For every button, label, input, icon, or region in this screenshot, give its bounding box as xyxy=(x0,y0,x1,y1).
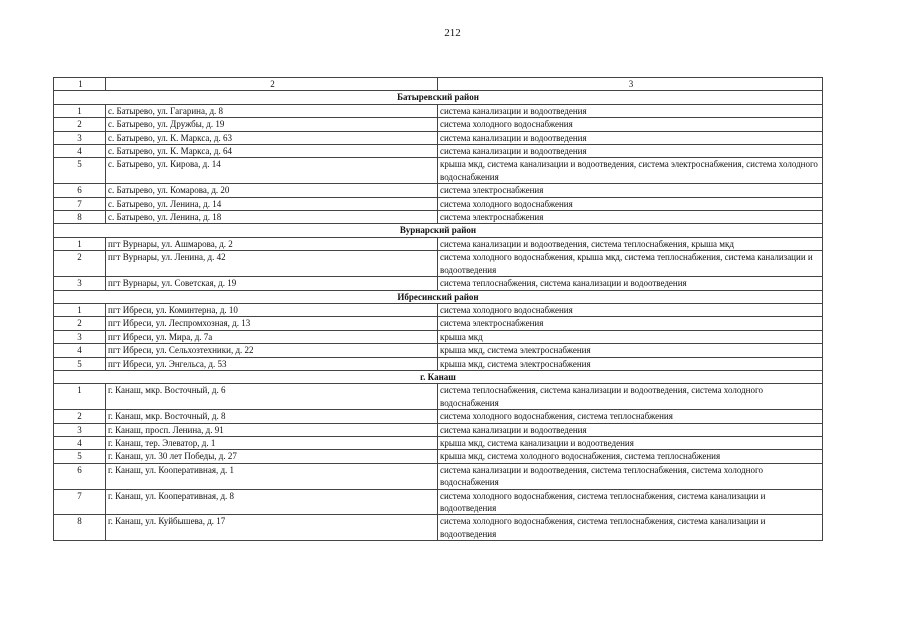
row-systems: система теплоснабжения, система канализации и водоотведения, система холодного водоснабжения xyxy=(438,384,823,410)
row-number: 5 xyxy=(54,158,106,184)
district-name: Вурнарский район xyxy=(54,224,823,237)
district-header-row xyxy=(54,290,823,303)
row-address: г. Канаш, ул. Кооперативная, д. 8 xyxy=(106,489,438,515)
district-name: г. Канаш xyxy=(54,370,823,383)
table-row xyxy=(54,317,823,330)
table-header-row xyxy=(54,78,823,91)
row-number: 6 xyxy=(54,184,106,197)
table-row xyxy=(54,450,823,463)
header-cell-systems: 3 xyxy=(438,78,823,91)
table-row xyxy=(54,384,823,410)
row-systems: система холодного водоснабжения, система теплоснабжения, система канализации и водоотведения xyxy=(438,515,823,541)
row-systems: система канализации и водоотведения, система теплоснабжения, крыша мкд xyxy=(438,237,823,250)
table-row xyxy=(54,131,823,144)
row-number: 2 xyxy=(54,410,106,423)
district-header-row xyxy=(54,91,823,104)
row-address: г. Канаш, тер. Элеватор, д. 1 xyxy=(106,436,438,449)
row-number: 4 xyxy=(54,145,106,158)
row-address: с. Батырево, ул. Кирова, д. 14 xyxy=(106,158,438,184)
row-address: г. Канаш, просп. Ленина, д. 91 xyxy=(106,423,438,436)
district-header-row xyxy=(54,370,823,383)
table-row xyxy=(54,237,823,250)
table-row xyxy=(54,357,823,370)
row-number: 3 xyxy=(54,330,106,343)
row-address: с. Батырево, ул. К. Маркса, д. 64 xyxy=(106,145,438,158)
registry-table xyxy=(53,77,823,541)
row-address: г. Канаш, мкр. Восточный, д. 8 xyxy=(106,410,438,423)
row-address: г. Канаш, ул. 30 лет Победы, д. 27 xyxy=(106,450,438,463)
row-address: пгт Ибреси, ул. Мира, д. 7а xyxy=(106,330,438,343)
row-number: 2 xyxy=(54,118,106,131)
table-row xyxy=(54,410,823,423)
row-number: 1 xyxy=(54,384,106,410)
row-number: 1 xyxy=(54,237,106,250)
row-number: 6 xyxy=(54,463,106,489)
row-number: 1 xyxy=(54,303,106,316)
row-systems: система электроснабжения xyxy=(438,184,823,197)
table-row xyxy=(54,118,823,131)
row-address: с. Батырево, ул. Ленина, д. 14 xyxy=(106,197,438,210)
table-row xyxy=(54,344,823,357)
row-address: с. Батырево, ул. Комарова, д. 20 xyxy=(106,184,438,197)
row-number: 5 xyxy=(54,357,106,370)
page-number: 212 xyxy=(444,27,461,39)
row-address: г. Канаш, ул. Куйбышева, д. 17 xyxy=(106,515,438,541)
row-address: пгт Ибреси, ул. Сельхозтехники, д. 22 xyxy=(106,344,438,357)
row-number: 5 xyxy=(54,450,106,463)
row-systems: система электроснабжения xyxy=(438,211,823,224)
row-address: пгт Вурнары, ул. Советская, д. 19 xyxy=(106,277,438,290)
row-address: с. Батырево, ул. Ленина, д. 18 xyxy=(106,211,438,224)
row-number: 1 xyxy=(54,104,106,117)
table-row xyxy=(54,184,823,197)
row-number: 4 xyxy=(54,344,106,357)
row-systems: система холодного водоснабжения xyxy=(438,303,823,316)
row-number: 3 xyxy=(54,131,106,144)
table-row xyxy=(54,277,823,290)
row-address: пгт Ибреси, ул. Энгельса, д. 53 xyxy=(106,357,438,370)
row-systems: система канализации и водоотведения xyxy=(438,104,823,117)
row-systems: система канализации и водоотведения xyxy=(438,131,823,144)
row-address: пгт Вурнары, ул. Ашмарова, д. 2 xyxy=(106,237,438,250)
row-number: 7 xyxy=(54,489,106,515)
table-row xyxy=(54,197,823,210)
table-row xyxy=(54,330,823,343)
table-row xyxy=(54,104,823,117)
row-number: 7 xyxy=(54,197,106,210)
row-systems: крыша мкд, система канализации и водоотведения xyxy=(438,436,823,449)
row-systems: система холодного водоснабжения, система теплоснабжения xyxy=(438,410,823,423)
row-systems: крыша мкд, система канализации и водоотведения, система электроснабжения, система холодного водоснабжения xyxy=(438,158,823,184)
table-row xyxy=(54,158,823,184)
row-systems: крыша мкд, система холодного водоснабжения, система теплоснабжения xyxy=(438,450,823,463)
row-address: с. Батырево, ул. Гагарина, д. 8 xyxy=(106,104,438,117)
header-cell-address: 2 xyxy=(106,78,438,91)
district-name: Ибресинский район xyxy=(54,290,823,303)
row-systems: крыша мкд, система электроснабжения xyxy=(438,344,823,357)
table-row xyxy=(54,145,823,158)
district-name: Батыревский район xyxy=(54,91,823,104)
header-cell-number: 1 xyxy=(54,78,106,91)
row-number: 8 xyxy=(54,515,106,541)
row-systems: система электроснабжения xyxy=(438,317,823,330)
row-address: пгт Ибреси, ул. Леспромхозная, д. 13 xyxy=(106,317,438,330)
row-systems: система холодного водоснабжения, крыша мкд, система теплоснабжения, система канализации и водоотведения xyxy=(438,251,823,277)
row-number: 2 xyxy=(54,251,106,277)
row-systems: крыша мкд, система электроснабжения xyxy=(438,357,823,370)
table-row xyxy=(54,436,823,449)
row-systems: система канализации и водоотведения xyxy=(438,423,823,436)
row-systems: крыша мкд xyxy=(438,330,823,343)
registry-table-body xyxy=(54,78,823,541)
table-row xyxy=(54,489,823,515)
row-systems: система холодного водоснабжения xyxy=(438,118,823,131)
table-row xyxy=(54,303,823,316)
row-number: 4 xyxy=(54,436,106,449)
row-number: 8 xyxy=(54,211,106,224)
table-row xyxy=(54,251,823,277)
table-row xyxy=(54,423,823,436)
row-address: с. Батырево, ул. Дружбы, д. 19 xyxy=(106,118,438,131)
row-systems: система канализации и водоотведения xyxy=(438,145,823,158)
row-systems: система холодного водоснабжения xyxy=(438,197,823,210)
table-row xyxy=(54,211,823,224)
row-systems: система холодного водоснабжения, система теплоснабжения, система канализации и водоотведения xyxy=(438,489,823,515)
row-address: пгт Вурнары, ул. Ленина, д. 42 xyxy=(106,251,438,277)
row-address: г. Канаш, мкр. Восточный, д. 6 xyxy=(106,384,438,410)
row-number: 2 xyxy=(54,317,106,330)
row-number: 3 xyxy=(54,277,106,290)
row-address: г. Канаш, ул. Кооперативная, д. 1 xyxy=(106,463,438,489)
row-address: пгт Ибреси, ул. Коминтерна, д. 10 xyxy=(106,303,438,316)
table-row xyxy=(54,515,823,541)
row-address: с. Батырево, ул. К. Маркса, д. 63 xyxy=(106,131,438,144)
row-systems: система теплоснабжения, система канализации и водоотведения xyxy=(438,277,823,290)
table-row xyxy=(54,463,823,489)
district-header-row xyxy=(54,224,823,237)
row-systems: система канализации и водоотведения, система теплоснабжения, система холодного водоснабжения xyxy=(438,463,823,489)
row-number: 3 xyxy=(54,423,106,436)
